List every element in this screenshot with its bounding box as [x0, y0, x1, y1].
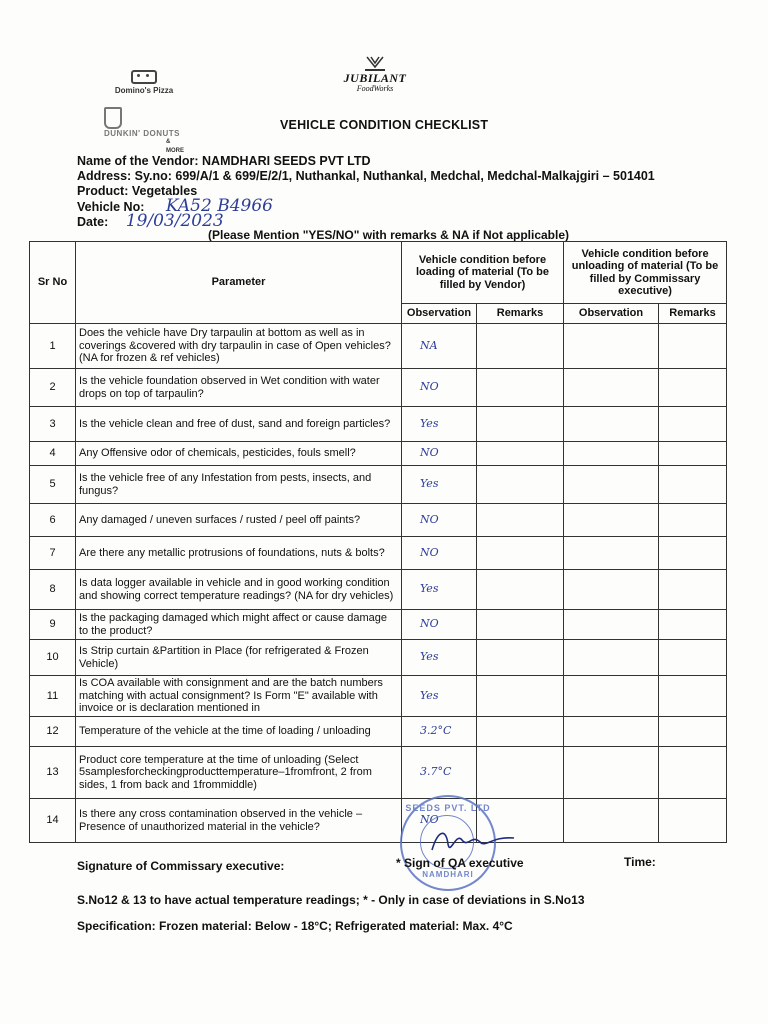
row-remarks	[477, 610, 564, 640]
table-row	[30, 537, 727, 570]
jubilant-subname: FoodWorks	[356, 84, 394, 93]
row-remarks	[477, 407, 564, 442]
row-remarks	[477, 747, 564, 799]
checklist-table	[29, 241, 727, 843]
row-parameter: Is the vehicle free of any Infestation from pests, insects, and fungus?	[76, 466, 402, 504]
row-remarks	[477, 640, 564, 676]
row-observation: 3.2°C	[402, 717, 477, 747]
header-remarks-unloading: Remarks	[659, 304, 727, 324]
temperature-note: S.No12 & 13 to have actual temperature readings; * - Only in case of deviations in S.No13	[77, 893, 585, 907]
jubilant-emblem-icon	[365, 55, 385, 71]
row-observation: Yes	[402, 407, 477, 442]
row-observation-unloading	[564, 570, 659, 610]
coffee-cup-icon	[104, 107, 122, 129]
table-row	[30, 407, 727, 442]
row-observation: NO	[402, 799, 477, 843]
jubilant-logo	[330, 55, 420, 93]
row-srno: 5	[30, 466, 76, 504]
row-remarks-unloading	[659, 640, 727, 676]
row-observation-unloading	[564, 466, 659, 504]
specification-note: Specification: Frozen material: Below - 18°C; Refrigerated material: Max. 4°C	[77, 919, 513, 933]
row-parameter: Is data logger available in vehicle and in good working condition and showing correct temperature readings? (NA for dry vehicles)	[76, 570, 402, 610]
dominos-icon	[131, 70, 157, 84]
row-remarks-unloading	[659, 610, 727, 640]
row-observation-unloading	[564, 442, 659, 466]
row-srno: 10	[30, 640, 76, 676]
row-srno: 1	[30, 324, 76, 369]
header-observation-unloading: Observation	[564, 304, 659, 324]
row-observation-unloading	[564, 640, 659, 676]
table-row	[30, 717, 727, 747]
qa-signature-label: * Sign of QA executive	[396, 856, 524, 870]
row-remarks	[477, 537, 564, 570]
row-remarks-unloading	[659, 537, 727, 570]
row-observation-unloading	[564, 717, 659, 747]
row-remarks-unloading	[659, 369, 727, 407]
row-observation: NO	[402, 369, 477, 407]
commissary-signature-label: Signature of Commissary executive:	[77, 859, 285, 873]
row-observation-unloading	[564, 504, 659, 537]
row-observation-unloading	[564, 407, 659, 442]
row-observation-unloading	[564, 799, 659, 843]
row-remarks	[477, 324, 564, 369]
row-parameter: Any damaged / uneven surfaces / rusted / peel off paints?	[76, 504, 402, 537]
row-observation: Yes	[402, 570, 477, 610]
row-srno: 4	[30, 442, 76, 466]
dominos-logo	[104, 70, 184, 95]
table-row	[30, 747, 727, 799]
row-remarks	[477, 570, 564, 610]
header-parameter: Parameter	[76, 242, 402, 324]
row-parameter: Is there any cross contamination observed in the vehicle – Presence of unauthorized material in the vehicle?	[76, 799, 402, 843]
table-row	[30, 640, 727, 676]
header-srno: Sr No	[30, 242, 76, 324]
row-remarks-unloading	[659, 442, 727, 466]
table-row	[30, 324, 727, 369]
row-remarks-unloading	[659, 324, 727, 369]
header-remarks-loading: Remarks	[477, 304, 564, 324]
table-row	[30, 610, 727, 640]
dominos-logo-text: Domino's Pizza	[114, 86, 174, 95]
jubilant-name: JUBILANT	[343, 71, 407, 85]
row-observation: NO	[402, 610, 477, 640]
date-label: Date:	[77, 215, 109, 229]
vehicle-number-value: KA52 B4966	[165, 196, 273, 216]
row-observation: Yes	[402, 676, 477, 717]
instruction-text: (Please Mention "YES/NO" with remarks & NA if Not applicable)	[208, 228, 570, 242]
row-srno: 2	[30, 369, 76, 407]
row-remarks	[477, 442, 564, 466]
row-srno: 3	[30, 407, 76, 442]
time-label: Time:	[624, 855, 656, 869]
row-observation-unloading	[564, 747, 659, 799]
row-remarks	[477, 369, 564, 407]
row-parameter: Are there any metallic protrusions of foundations, nuts & bolts?	[76, 537, 402, 570]
row-srno: 7	[30, 537, 76, 570]
row-remarks-unloading	[659, 407, 727, 442]
row-observation: Yes	[402, 640, 477, 676]
row-parameter: Is the vehicle clean and free of dust, sand and foreign particles?	[76, 407, 402, 442]
table-row	[30, 466, 727, 504]
row-observation-unloading	[564, 610, 659, 640]
header-unloading: Vehicle condition before unloading of material (To be filled by Commissary executive)	[564, 242, 727, 304]
dunkin-more-text: & MORE	[166, 139, 184, 155]
dunkin-logo-text: DUNKIN' DONUTS	[104, 129, 181, 139]
row-observation-unloading	[564, 537, 659, 570]
row-remarks	[477, 504, 564, 537]
table-header-row	[30, 242, 727, 304]
row-srno: 11	[30, 676, 76, 717]
dunkin-logo	[104, 107, 184, 156]
row-parameter: Any Offensive odor of chemicals, pesticides, fouls smell?	[76, 442, 402, 466]
row-observation: NO	[402, 504, 477, 537]
row-remarks	[477, 676, 564, 717]
table-row	[30, 369, 727, 407]
table-row	[30, 504, 727, 537]
row-srno: 12	[30, 717, 76, 747]
product-line: Product: Vegetables	[77, 184, 198, 198]
header-observation-loading: Observation	[402, 304, 477, 324]
row-observation: 3.7°C	[402, 747, 477, 799]
stamp-top-text: SEEDS PVT. LTD	[405, 803, 491, 813]
table-row	[30, 676, 727, 717]
row-observation-unloading	[564, 369, 659, 407]
row-remarks	[477, 717, 564, 747]
row-srno: 6	[30, 504, 76, 537]
row-remarks	[477, 466, 564, 504]
table-row	[30, 799, 727, 843]
row-observation: NA	[402, 324, 477, 369]
table-row	[30, 570, 727, 610]
row-parameter: Is the vehicle foundation observed in Wet condition with water drops on top of tarpaulin?	[76, 369, 402, 407]
row-srno: 8	[30, 570, 76, 610]
row-observation: NO	[402, 537, 477, 570]
stamp-bottom-text: NAMDHARI	[422, 870, 474, 879]
row-parameter: Product core temperature at the time of unloading (Select 5samplesforcheckingproducttemperature–1fromfront, 2 from sides, 1 from back and 1frommiddle)	[76, 747, 402, 799]
row-remarks-unloading	[659, 676, 727, 717]
row-parameter: Temperature of the vehicle at the time of loading / unloading	[76, 717, 402, 747]
table-row	[30, 442, 727, 466]
row-parameter: Is COA available with consignment and are the batch numbers matching with actual consignment? Is Form "E" available with invoice or is declaration mentioned in	[76, 676, 402, 717]
row-remarks-unloading	[659, 717, 727, 747]
row-parameter: Does the vehicle have Dry tarpaulin at bottom as well as in coverings &covered with dry tarpaulin in case of Open vehicles?(NA for frozen & ref vehicles)	[76, 324, 402, 369]
date-row	[77, 211, 224, 231]
vehicle-label: Vehicle No:	[77, 200, 145, 214]
vendor-address: Address: Sy.no: 699/A/1 & 699/E/2/1, Nuthankal, Nuthankal, Medchal, Medchal-Malkajgiri – 501401	[77, 169, 655, 183]
row-observation-unloading	[564, 676, 659, 717]
row-srno: 14	[30, 799, 76, 843]
row-parameter: Is Strip curtain &Partition in Place (for refrigerated & Frozen Vehicle)	[76, 640, 402, 676]
row-observation: Yes	[402, 466, 477, 504]
page-title: VEHICLE CONDITION CHECKLIST	[280, 118, 489, 132]
row-remarks-unloading	[659, 747, 727, 799]
row-remarks-unloading	[659, 504, 727, 537]
vendor-name: Name of the Vendor: NAMDHARI SEEDS PVT LTD	[77, 154, 371, 168]
row-remarks-unloading	[659, 466, 727, 504]
row-srno: 9	[30, 610, 76, 640]
row-remarks-unloading	[659, 799, 727, 843]
header-loading: Vehicle condition before loading of material (To be filled by Vendor)	[402, 242, 564, 304]
row-parameter: Is the packaging damaged which might affect or cause damage to the product?	[76, 610, 402, 640]
row-remarks-unloading	[659, 570, 727, 610]
row-srno: 13	[30, 747, 76, 799]
date-value: 19/03/2023	[125, 211, 224, 231]
row-observation-unloading	[564, 324, 659, 369]
row-observation: NO	[402, 442, 477, 466]
